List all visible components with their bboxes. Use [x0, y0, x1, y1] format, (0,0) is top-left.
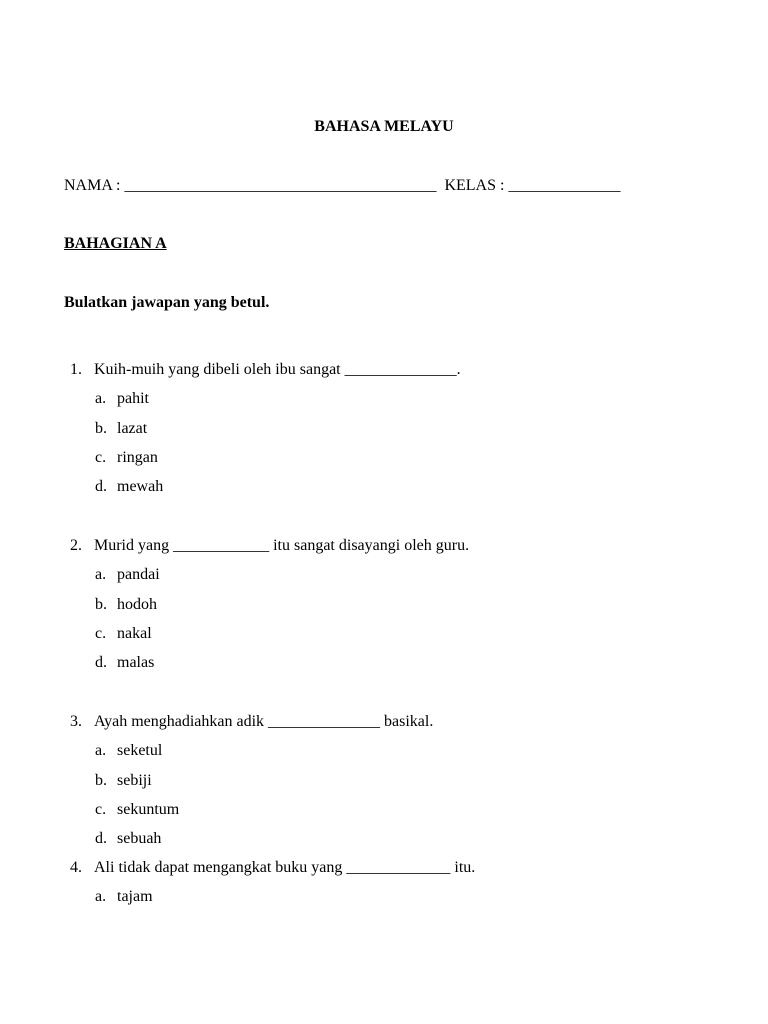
option-letter: c. — [95, 448, 107, 466]
option-text: seketul — [117, 742, 163, 760]
option-text: malas — [117, 654, 155, 672]
option-text: hodoh — [117, 595, 157, 613]
answer-option[interactable] — [95, 565, 710, 585]
option-letter: d. — [95, 478, 107, 496]
option-text: pahit — [117, 390, 149, 408]
question-text: Ayah menghadiahkan adik ______________ basikal. — [94, 713, 434, 730]
question-text: Ali tidak dapat mengangkat buku yang _____________ itu. — [94, 859, 476, 876]
answer-option[interactable] — [95, 389, 710, 409]
answer-options — [70, 389, 710, 497]
student-info-line: NAMA : _______________________________________ KELAS : ______________ — [64, 177, 621, 194]
answer-options — [70, 565, 710, 673]
option-text: sebuah — [117, 830, 162, 848]
option-letter: d. — [95, 830, 107, 848]
answer-option[interactable] — [95, 595, 710, 615]
question-3 — [70, 712, 710, 849]
answer-option[interactable] — [95, 741, 710, 761]
option-text: ringan — [117, 448, 158, 466]
option-letter: b. — [95, 595, 107, 613]
answer-options — [70, 887, 710, 907]
question-stem — [70, 536, 710, 556]
section-heading: BAHAGIAN A — [64, 235, 167, 252]
question-stem — [70, 712, 710, 732]
answer-option[interactable] — [95, 624, 710, 644]
question-text: Kuih-muih yang dibeli oleh ibu sangat ______________. — [94, 361, 461, 378]
question-4 — [70, 858, 710, 907]
question-number: 2. — [70, 537, 82, 554]
option-text: lazat — [117, 419, 148, 437]
option-letter: a. — [95, 742, 107, 760]
option-letter: a. — [95, 888, 107, 906]
question-number: 1. — [70, 361, 82, 378]
answer-option[interactable] — [95, 653, 710, 673]
answer-option[interactable] — [95, 829, 710, 849]
question-2 — [70, 536, 710, 673]
option-text: mewah — [117, 478, 164, 496]
option-text: nakal — [117, 624, 152, 642]
answer-options — [70, 741, 710, 849]
option-text: tajam — [117, 888, 153, 906]
answer-option[interactable] — [95, 771, 710, 791]
answer-option[interactable] — [95, 887, 710, 907]
option-letter: a. — [95, 566, 107, 584]
option-text: sekuntum — [117, 800, 180, 818]
answer-option[interactable] — [95, 800, 710, 820]
answer-option[interactable] — [95, 477, 710, 497]
instruction-text: Bulatkan jawapan yang betul. — [64, 294, 270, 311]
option-letter: c. — [95, 624, 107, 642]
question-text: Murid yang ____________ itu sangat disayangi oleh guru. — [94, 537, 470, 554]
question-1 — [70, 360, 710, 497]
document-title: BAHASA MELAYU — [314, 118, 454, 135]
question-stem — [70, 360, 710, 380]
answer-option[interactable] — [95, 448, 710, 468]
option-letter: b. — [95, 771, 107, 789]
question-stem — [70, 858, 710, 878]
answer-option[interactable] — [95, 419, 710, 439]
option-letter: a. — [95, 390, 107, 408]
option-text: sebiji — [117, 771, 152, 789]
question-number: 4. — [70, 859, 82, 876]
option-letter: c. — [95, 800, 107, 818]
option-letter: d. — [95, 654, 107, 672]
option-letter: b. — [95, 419, 107, 437]
question-number: 3. — [70, 713, 82, 730]
option-text: pandai — [117, 566, 160, 584]
